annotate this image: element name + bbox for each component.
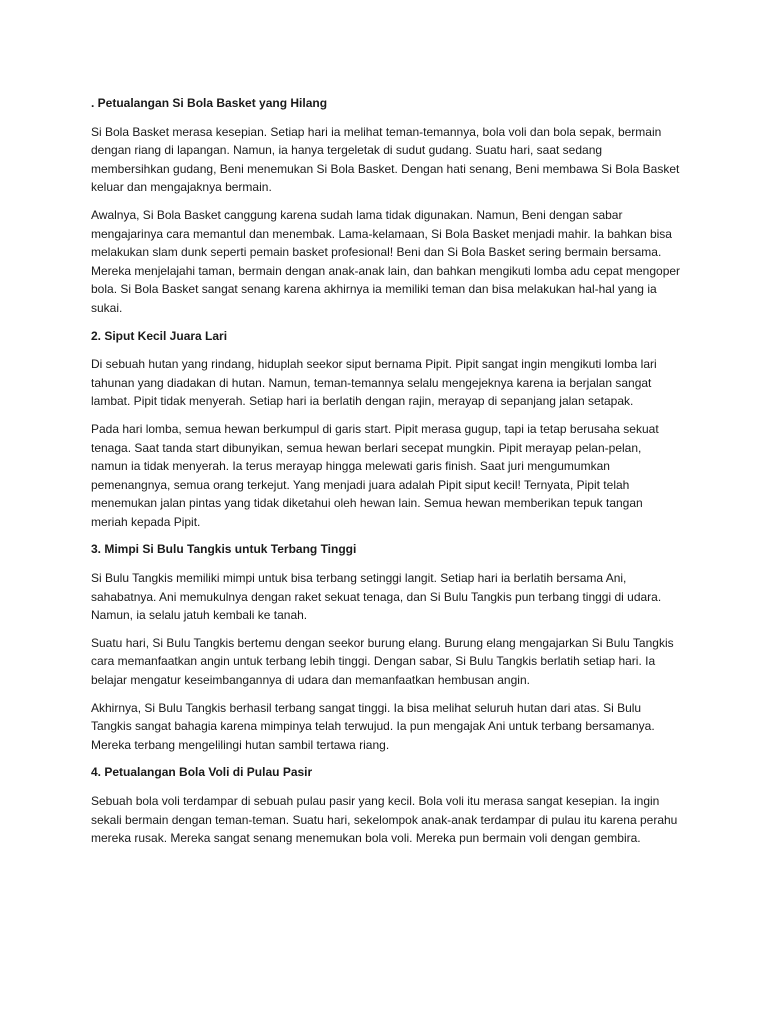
paragraph: Awalnya, Si Bola Basket canggung karena sudah lama tidak digunakan. Namun, Beni dengan sabar mengajarinya cara memantul dan menembak. Lama-kelamaan, Si Bola Basket menjadi mahir. Ia bahkan bisa melakukan slam dunk seperti pemain basket profesional! Beni dan Si Bola Basket sering bermain bersama. Mereka menjelajahi taman, bermain dengan anak-anak lain, dan bahkan mengikuti lomba adu cepat mengoper bola. Si Bola Basket sangat senang karena akhirnya ia memiliki teman dan bisa melakukan hal-hal yang ia sukai. [91, 207, 681, 315]
story-section-2 [91, 327, 681, 532]
story-section-3 [91, 540, 681, 754]
paragraph: Suatu hari, Si Bulu Tangkis bertemu dengan seekor burung elang. Burung elang mengajarkan Si Bulu Tangkis cara memanfaatkan angin untuk terbang lebih tinggi. Dengan sabar, Si Bulu Tangkis berlatih setiap hari. Ia belajar mengatur keseimbangannya di udara dan memanfaatkan hembusan angin. [91, 635, 674, 688]
story-section-1 [91, 94, 681, 318]
section-heading: 2. Siput Kecil Juara Lari [91, 328, 228, 343]
paragraph: Si Bulu Tangkis memiliki mimpi untuk bisa terbang setinggi langit. Setiap hari ia berlatih bersama Ani, sahabatnya. Ani memukulnya dengan raket sekuat tenaga, dan Si Bulu Tangkis pun terbang tinggi di udara. Namun, ia selalu jatuh kembali ke tanah. [91, 571, 662, 623]
section-heading: 4. Petualangan Bola Voli di Pulau Pasir [91, 765, 313, 780]
document-page [91, 94, 681, 857]
paragraph: Akhirnya, Si Bulu Tangkis berhasil terbang sangat tinggi. Ia bisa melihat seluruh hutan dari atas. Si Bulu Tangkis sangat bahagia karena mimpinya telah terwujud. Ia pun mengajak Ani untuk terbang bersamanya. Mereka terbang mengelilingi hutan sambil tertawa riang. [91, 700, 655, 752]
paragraph: Di sebuah hutan yang rindang, hiduplah seekor siput bernama Pipit. Pipit sangat ingin mengikuti lomba lari tahunan yang diadakan di hutan. Namun, teman-temannya selalu mengejeknya karena ia berjalan sangat lambat. Pipit tidak menyerah. Setiap hari ia berlatih dengan rajin, merayap di sepanjang jalan setapak. [91, 357, 657, 409]
story-section-4 [91, 763, 681, 847]
paragraph: Pada hari lomba, semua hewan berkumpul di garis start. Pipit merasa gugup, tapi ia tetap berusaha sekuat tenaga. Saat tanda start dibunyikan, semua hewan berlari secepat mungkin. Pipit merayap pelan-pelan, namun ia tidak menyerah. Ia terus merayap hingga melewati garis finish. Saat juri mengumumkan pemenangnya, semua orang terkejut. Yang menjadi juara adalah Pipit siput kecil! Ternyata, Pipit telah menemukan jalan pintas yang tidak diketahui oleh hewan lain. Semua hewan memberikan tepuk tangan meriah kepada Pipit. [91, 421, 659, 529]
section-heading: . Petualangan Si Bola Basket yang Hilang [91, 96, 328, 110]
paragraph: Sebuah bola voli terdampar di sebuah pulau pasir yang kecil. Bola voli itu merasa sangat kesepian. Ia ingin sekali bermain dengan teman-teman. Suatu hari, sekelompok anak-anak terdampar di pulau itu karena perahu mereka rusak. Mereka sangat senang menemukan bola voli. Mereka pun bermain voli dengan gembira. [91, 794, 678, 846]
section-heading: 3. Mimpi Si Bulu Tangkis untuk Terbang Tinggi [91, 542, 357, 557]
paragraph: Si Bola Basket merasa kesepian. Setiap hari ia melihat teman-temannya, bola voli dan bola sepak, bermain dengan riang di lapangan. Namun, ia hanya tergeletak di sudut gudang. Suatu hari, saat sedang membersihkan gudang, Beni menemukan Si Bola Basket. Dengan hati senang, Beni membawa Si Bola Basket keluar dan mengajaknya bermain. [91, 124, 680, 195]
